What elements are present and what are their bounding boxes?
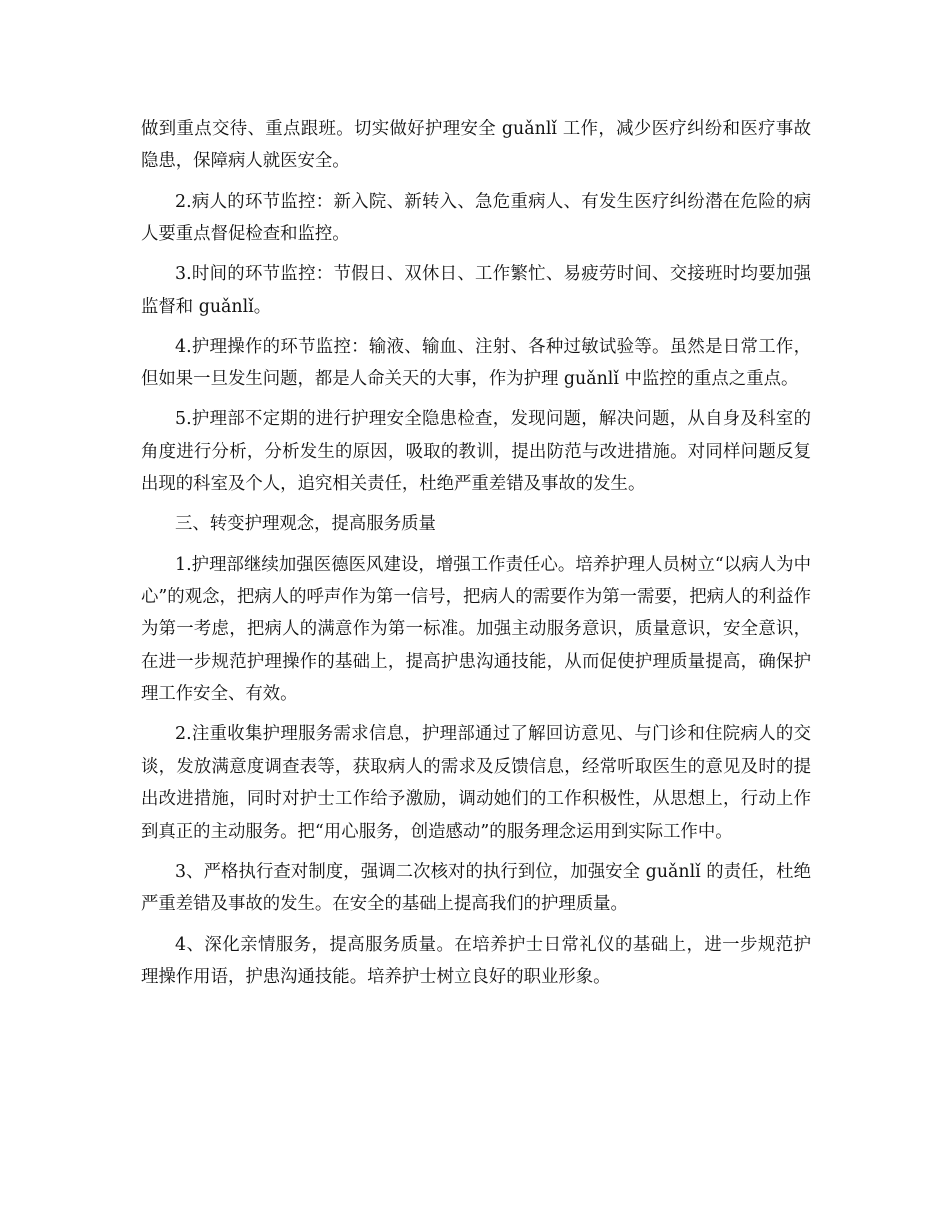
paragraph-section3-item-3: 3、严格执行查对制度，强调二次核对的执行到位，加强安全 guǎnlǐ 的责任，杜绝严重差错及事故的发生。在安全的基础上提高我们的护理质量。 (141, 861, 811, 915)
paragraph-section3-item-2: 2.注重收集护理服务需求信息，护理部通过了解回访意见、与门诊和住院病人的交谈，发放满意度调查表等，获取病人的需求及反馈信息，经常听取医生的意见及时的提出改进措施，同时对护士工作给予激励，调动她们的工作积极性，从思想上，行动上作到真正的主动服务。把“用心服务，创造感动”的服务理念运用到实际工作中。 (141, 724, 811, 842)
paragraph-section3-item-4: 4、深化亲情服务，提高服务质量。在培养护士日常礼仪的基础上，进一步规范护理操作用语，护患沟通技能。培养护士树立良好的职业形象。 (141, 934, 811, 987)
section-heading-3: 三、转变护理观念，提高服务质量 (175, 514, 436, 535)
paragraph-item-5: 5.护理部不定期的进行护理安全隐患检查，发现问题，解决问题，从自身及科室的角度进行分析，分析发生的原因，吸取的教训，提出防范与改进措施。对同样问题反复出现的科室及个人，追究相关责任，杜绝严重差错及事故的发生。 (141, 409, 811, 495)
paragraph-continuation: 做到重点交待、重点跟班。切实做好护理安全 guǎnlǐ 工作，减少医疗纠纷和医疗事故隐患，保障病人就医安全。 (141, 119, 811, 172)
document-body (141, 113, 811, 1001)
paragraph-item-2: 2.病人的环节监控：新入院、新转入、急危重病人、有发生医疗纠纷潜在危险的病人要重点督促检查和监控。 (141, 191, 811, 245)
paragraph-item-4: 4.护理操作的环节监控：输液、输血、注射、各种过敏试验等。虽然是日常工作，但如果一旦发生问题，都是人命关天的大事，作为护理 guǎnlǐ 中监控的重点之重点。 (141, 336, 811, 390)
paragraph-item-3: 3.时间的环节监控：节假日、双休日、工作繁忙、易疲劳时间、交接班时均要加强监督和 guǎnlǐ。 (141, 264, 811, 317)
paragraph-section3-item-1: 1.护理部继续加强医德医风建设，增强工作责任心。培养护理人员树立“以病人为中心”的观念，把病人的呼声作为第一信号，把病人的需要作为第一需要，把病人的利益作为第一考虑，把病人的满意作为第一标准。加强主动服务意识，质量意识，安全意识，在进一步规范护理操作的基础上，提高护患沟通技能，从而促使护理质量提高，确保护理工作安全、有效。 (141, 554, 811, 705)
